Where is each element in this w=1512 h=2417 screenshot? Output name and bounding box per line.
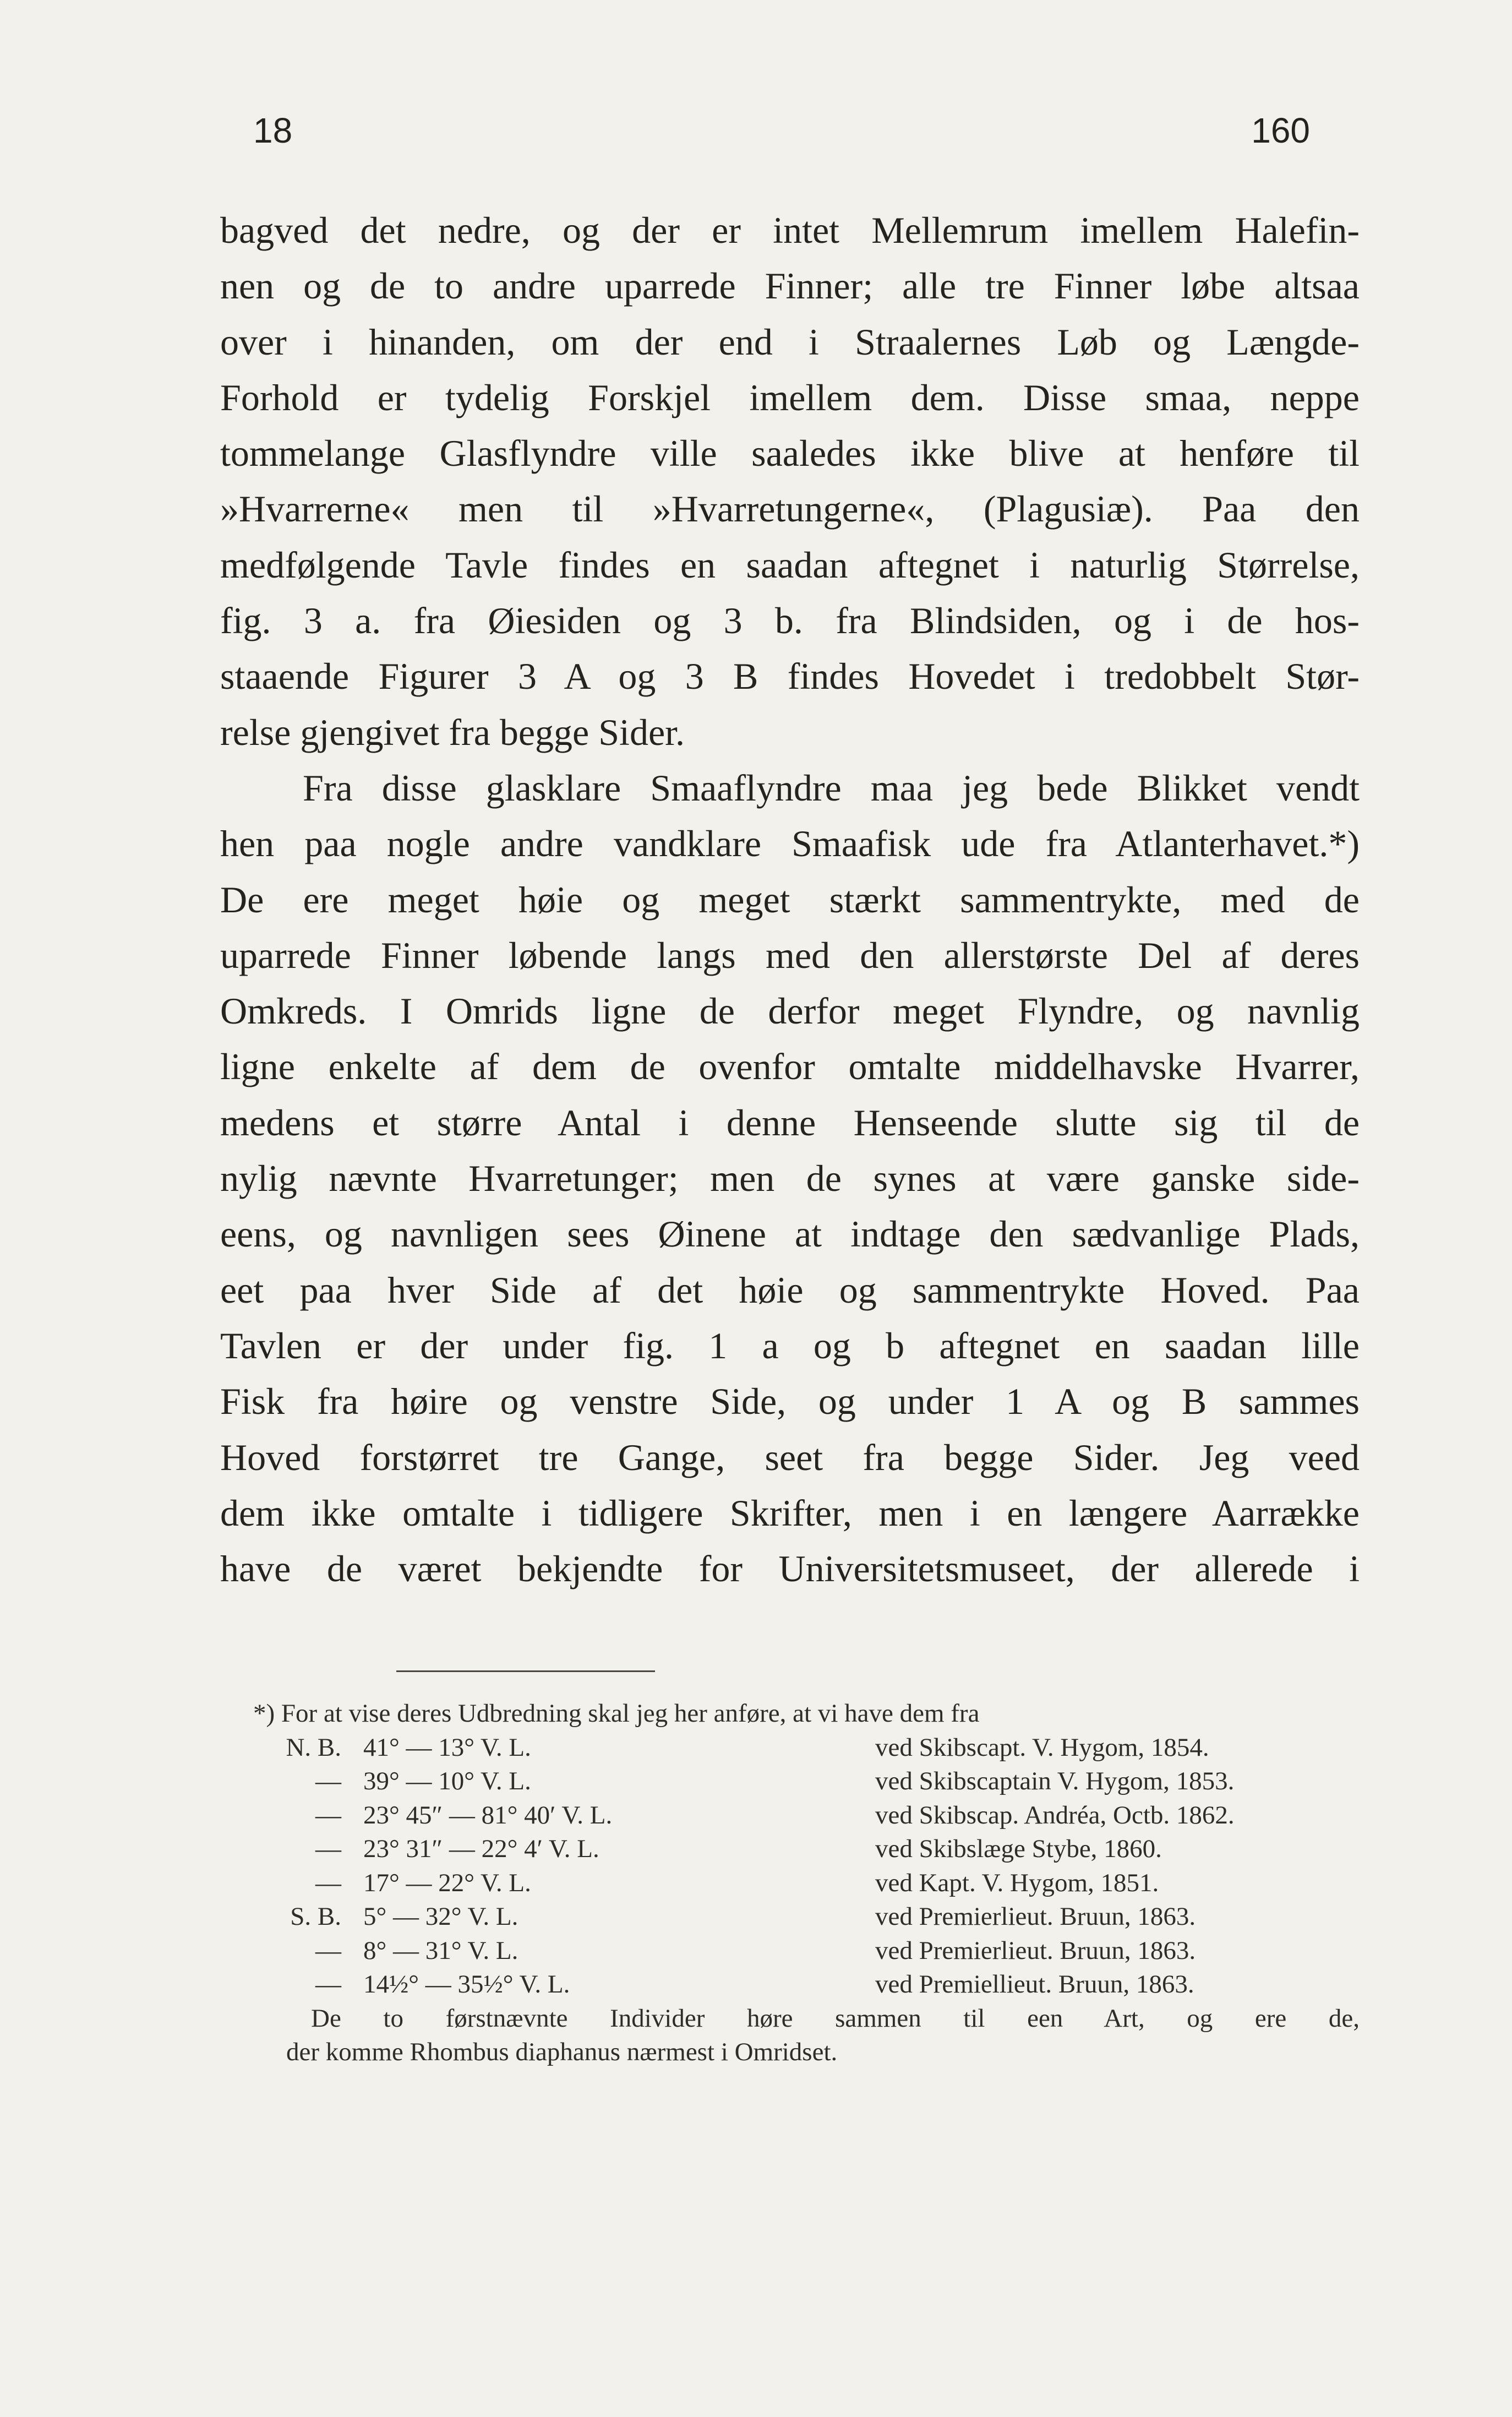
body-line: »Hvarrerne« men til »Hvarretungerne«, (Plagusiæ). Paa den bbox=[220, 488, 1360, 530]
body-line: relse gjengivet fra begge Sider. bbox=[220, 711, 685, 753]
footnote-row bbox=[220, 1934, 1360, 1968]
body-line: medens et større Antal i denne Henseende slutte sig til de bbox=[220, 1101, 1360, 1144]
footnote-region: N. B. bbox=[286, 1733, 341, 1762]
footnote-row bbox=[220, 1731, 1360, 1765]
body-line: uparrede Finner løbende langs med den allerstørste Del af deres bbox=[220, 934, 1360, 976]
footnote-source: ved Skibslæge Stybe, 1860. bbox=[875, 1834, 1162, 1863]
body-line: staaende Figurer 3 A og 3 B findes Hovedet i tredobbelt Stør- bbox=[220, 655, 1360, 698]
footnote-region: — bbox=[315, 1970, 341, 1999]
footnote-coordinates: 8° — 31° V. L. bbox=[363, 1936, 518, 1965]
footnote-region: — bbox=[315, 1868, 341, 1897]
body-line: Tavlen er der under fig. 1 a og b aftegnet en saadan lille bbox=[220, 1324, 1360, 1367]
footnote-row bbox=[220, 1900, 1360, 1934]
footnote-source: ved Premiellieut. Bruun, 1863. bbox=[875, 1970, 1194, 1999]
footnote-row bbox=[220, 1866, 1360, 1901]
body-line: Hoved forstørret tre Gange, seet fra begge Sider. Jeg veed bbox=[220, 1436, 1360, 1478]
footnote-closing-line: De to førstnævnte Individer høre sammen til een Art, og ere de, bbox=[311, 2004, 1360, 2033]
footnote-source: ved Premierlieut. Bruun, 1863. bbox=[875, 1902, 1196, 1931]
body-line-paragraph-start: Fra disse glasklare Smaaflyndre maa jeg bede Blikket vendt bbox=[303, 766, 1360, 809]
body-line: Fisk fra høire og venstre Side, og under 1 A og B sammes bbox=[220, 1380, 1360, 1423]
footnote-row bbox=[220, 1832, 1360, 1866]
footnote-closing-line: der komme Rhombus diaphanus nærmest i Omridset. bbox=[286, 2038, 838, 2066]
footnote-source: ved Skibscaptain V. Hygom, 1853. bbox=[875, 1767, 1235, 1795]
body-line: dem ikke omtalte i tidligere Skrifter, men i en længere Aarrække bbox=[220, 1491, 1360, 1534]
footnote-coordinates: 14½° — 35½° V. L. bbox=[363, 1970, 570, 1999]
footnote-coordinates: 41° — 13° V. L. bbox=[363, 1733, 531, 1762]
footnote-region: — bbox=[315, 1834, 341, 1863]
footnote-coordinates: 17° — 22° V. L. bbox=[363, 1868, 531, 1897]
page-number-left: 18 bbox=[253, 111, 293, 150]
footnote-region: S. B. bbox=[290, 1902, 341, 1931]
body-line: medfølgende Tavle findes en saadan aftegnet i naturlig Størrelse, bbox=[220, 543, 1360, 586]
footnote-coordinates: 5° — 32° V. L. bbox=[363, 1902, 518, 1931]
body-line: over i hinanden, om der end i Straalernes Løb og Længde- bbox=[220, 320, 1360, 363]
body-line: bagved det nedre, og der er intet Mellemrum imellem Halefin- bbox=[220, 209, 1360, 251]
footnote-source: ved Skibscap. Andréa, Octb. 1862. bbox=[875, 1800, 1235, 1830]
footnote-region: — bbox=[315, 1767, 341, 1795]
page-header bbox=[253, 110, 1310, 160]
footnote-source: ved Kapt. V. Hygom, 1851. bbox=[875, 1868, 1159, 1897]
body-line: nylig nævnte Hvarretunger; men de synes at være ganske side- bbox=[220, 1157, 1360, 1200]
footnote-row bbox=[220, 1968, 1360, 2002]
footnote-row bbox=[220, 1799, 1360, 1833]
body-line: Forhold er tydelig Forskjel imellem dem. Disse smaa, neppe bbox=[220, 376, 1360, 418]
body-line: De ere meget høie og meget stærkt sammentrykte, med de bbox=[220, 878, 1360, 921]
footnote-coordinates: 39° — 10° V. L. bbox=[363, 1767, 531, 1795]
footnote-row bbox=[220, 1765, 1360, 1799]
page-number-right: 160 bbox=[1251, 111, 1310, 150]
body-line: nen og de to andre uparrede Finner; alle tre Finner løbe altsaa bbox=[220, 265, 1360, 307]
body-line: ligne enkelte af dem de ovenfor omtalte middelhavske Hvarrer, bbox=[220, 1046, 1360, 1088]
body-line: eet paa hver Side af det høie og sammentrykte Hoved. Paa bbox=[220, 1269, 1360, 1311]
footnote-region: — bbox=[315, 1936, 341, 1965]
footnote-region: — bbox=[315, 1800, 341, 1830]
body-line: fig. 3 a. fra Øiesiden og 3 b. fra Blindsiden, og i de hos- bbox=[220, 600, 1360, 642]
body-line: tommelange Glasflyndre ville saaledes ikke blive at henføre til bbox=[220, 432, 1360, 475]
footnote-source: ved Skibscapt. V. Hygom, 1854. bbox=[875, 1733, 1209, 1762]
footnote-intro: *) For at vise deres Udbredning skal jeg her anføre, at vi have dem fra bbox=[253, 1699, 980, 1728]
body-text bbox=[220, 203, 1360, 1597]
body-line: Omkreds. I Omrids ligne de derfor meget Flyndre, og navnlig bbox=[220, 990, 1360, 1032]
footnote-coordinates: 23° 45″ — 81° 40′ V. L. bbox=[363, 1800, 613, 1830]
footnote bbox=[220, 1697, 1360, 2070]
body-line: have de været bekjendte for Universitetsmuseet, der allerede i bbox=[220, 1548, 1360, 1590]
footnote-divider bbox=[396, 1670, 655, 1672]
footnote-source: ved Premierlieut. Bruun, 1863. bbox=[875, 1936, 1196, 1965]
body-line: hen paa nogle andre vandklare Smaafisk ude fra Atlanterhavet.*) bbox=[220, 823, 1360, 865]
body-line: eens, og navnligen sees Øinene at indtage den sædvanlige Plads, bbox=[220, 1213, 1360, 1255]
footnote-coordinates: 23° 31″ — 22° 4′ V. L. bbox=[363, 1834, 599, 1863]
